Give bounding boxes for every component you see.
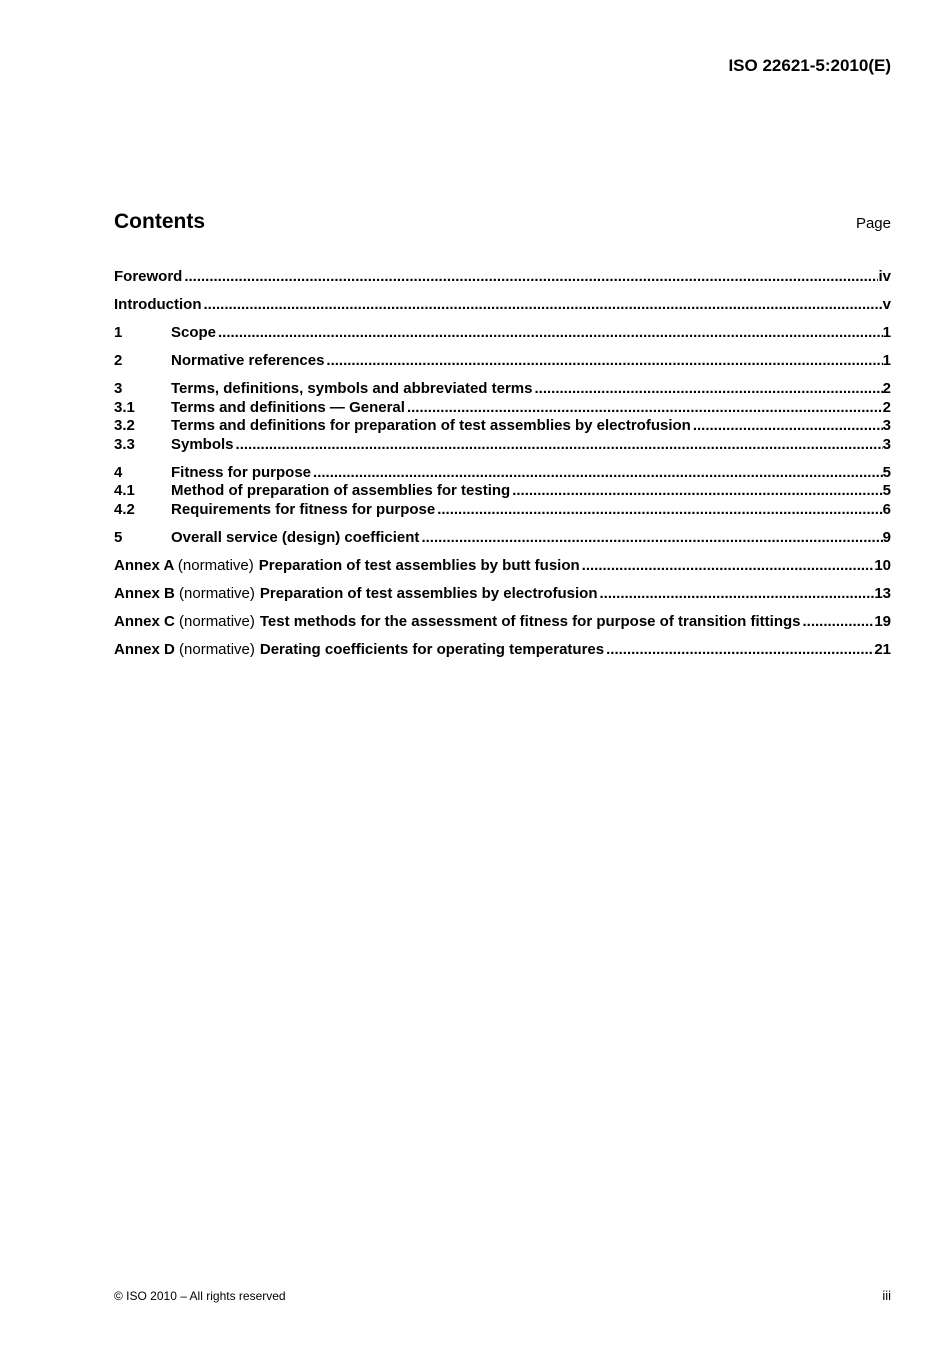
table-of-contents bbox=[114, 268, 891, 659]
toc-entry-page: v bbox=[882, 296, 891, 313]
toc-entry-title: Foreword bbox=[114, 268, 183, 285]
annex-page: 21 bbox=[874, 640, 891, 658]
toc-leader-dots bbox=[311, 464, 883, 483]
toc-leader-dots bbox=[435, 501, 882, 520]
toc-leader-dots bbox=[604, 641, 874, 660]
annex-prefix bbox=[114, 557, 259, 576]
toc-entry[interactable] bbox=[114, 417, 891, 436]
document-id: ISO 22621-5:2010(E) bbox=[728, 56, 891, 75]
toc-leader-dots bbox=[533, 380, 883, 399]
toc-leader-dots bbox=[580, 557, 875, 576]
annex-title: Preparation of test assemblies by electrofusion bbox=[259, 584, 598, 602]
toc-entry[interactable] bbox=[114, 380, 891, 399]
annex-prefix bbox=[114, 641, 260, 660]
page-column-label: Page bbox=[855, 215, 891, 232]
toc-leader-dots bbox=[201, 296, 882, 315]
toc-entry-title: Requirements for fitness for purpose bbox=[171, 500, 436, 518]
toc-entry[interactable] bbox=[114, 268, 891, 287]
toc-entry-number: 3.1 bbox=[114, 398, 135, 416]
toc-entry-title: Symbols bbox=[171, 435, 234, 453]
toc-entry-title: Normative references bbox=[171, 352, 325, 369]
toc-annex-entry[interactable] bbox=[114, 585, 891, 604]
annex-page: 13 bbox=[874, 584, 891, 602]
toc-entry[interactable] bbox=[114, 352, 891, 371]
toc-entry-page: 9 bbox=[882, 528, 891, 546]
annex-kind: (normative) bbox=[179, 612, 255, 630]
toc-entry-page: 6 bbox=[882, 500, 891, 518]
annex-page: 10 bbox=[874, 556, 891, 574]
annex-label: Annex D bbox=[114, 640, 175, 658]
toc-entry[interactable] bbox=[114, 399, 891, 418]
toc-leader-dots bbox=[510, 482, 882, 501]
annex-title: Test methods for the assessment of fitness for purpose of transition fittings bbox=[259, 612, 801, 630]
toc-entry-page: 2 bbox=[882, 398, 891, 416]
toc-entry-title: Fitness for purpose bbox=[171, 463, 312, 481]
toc-entry-title: Method of preparation of assemblies for testing bbox=[171, 482, 511, 499]
toc-entry-title: Terms and definitions for preparation of test assemblies by electrofusion bbox=[171, 417, 691, 434]
annex-label: Annex C bbox=[114, 612, 175, 630]
annex-page: 19 bbox=[874, 612, 891, 630]
annex-prefix bbox=[114, 613, 260, 632]
toc-entry-page: 3 bbox=[882, 435, 891, 453]
contents-heading-row bbox=[114, 210, 891, 234]
toc-entry-page: 1 bbox=[882, 324, 891, 341]
toc-annex-entry[interactable] bbox=[114, 641, 891, 660]
annex-kind: (normative) bbox=[179, 640, 255, 658]
toc-entry-number: 5 bbox=[114, 528, 123, 546]
contents-title: Contents bbox=[114, 210, 205, 233]
toc-entry-page: 1 bbox=[882, 352, 891, 369]
annex-kind: (normative) bbox=[179, 584, 255, 602]
toc-entry-number: 3.3 bbox=[114, 435, 135, 453]
toc-entry-number: 3.2 bbox=[114, 417, 135, 434]
toc-entry-number: 2 bbox=[114, 352, 123, 369]
toc-leader-dots bbox=[691, 417, 883, 436]
toc-entry-page: 3 bbox=[882, 417, 891, 434]
toc-entry-title: Terms, definitions, symbols and abbreviated terms bbox=[171, 380, 533, 397]
toc-leader-dots bbox=[234, 436, 883, 455]
toc-entry-page: iv bbox=[878, 268, 891, 285]
footer-page-number: iii bbox=[882, 1288, 891, 1303]
toc-leader-dots bbox=[216, 324, 883, 343]
toc-annex-entry[interactable] bbox=[114, 557, 891, 576]
toc-leader-dots bbox=[597, 585, 874, 604]
annex-title: Derating coefficients for operating temperatures bbox=[259, 640, 605, 658]
annex-prefix bbox=[114, 585, 260, 604]
toc-entry-number: 4.1 bbox=[114, 482, 135, 499]
toc-entry[interactable] bbox=[114, 482, 891, 501]
toc-entry-number: 4 bbox=[114, 463, 123, 481]
toc-entry[interactable] bbox=[114, 529, 891, 548]
toc-entry[interactable] bbox=[114, 324, 891, 343]
annex-label: Annex B bbox=[114, 584, 175, 602]
toc-entry-number: 4.2 bbox=[114, 500, 135, 518]
toc-entry-number: 3 bbox=[114, 380, 123, 397]
toc-leader-dots bbox=[801, 613, 875, 632]
toc-entry-title: Overall service (design) coefficient bbox=[171, 528, 420, 546]
toc-entry[interactable] bbox=[114, 436, 891, 455]
annex-kind: (normative) bbox=[177, 556, 254, 574]
toc-entry[interactable] bbox=[114, 296, 891, 315]
toc-entry-title: Introduction bbox=[114, 296, 202, 313]
toc-leader-dots bbox=[419, 529, 882, 548]
toc-entry-page: 5 bbox=[882, 463, 891, 481]
toc-entry[interactable] bbox=[114, 464, 891, 483]
annex-title: Preparation of test assemblies by butt fusion bbox=[258, 556, 580, 574]
toc-entry-title: Terms and definitions — General bbox=[171, 398, 405, 416]
toc-leader-dots bbox=[182, 268, 878, 287]
toc-entry[interactable] bbox=[114, 501, 891, 520]
toc-entry-number: 1 bbox=[114, 324, 123, 341]
footer-copyright: © ISO 2010 – All rights reserved bbox=[114, 1289, 286, 1303]
toc-entry-page: 5 bbox=[882, 482, 891, 499]
toc-leader-dots bbox=[324, 352, 882, 371]
toc-entry-title: Scope bbox=[171, 324, 217, 341]
toc-entry-page: 2 bbox=[882, 380, 891, 397]
toc-leader-dots bbox=[405, 399, 883, 418]
toc-annex-entry[interactable] bbox=[114, 613, 891, 632]
annex-label: Annex A bbox=[114, 556, 174, 574]
